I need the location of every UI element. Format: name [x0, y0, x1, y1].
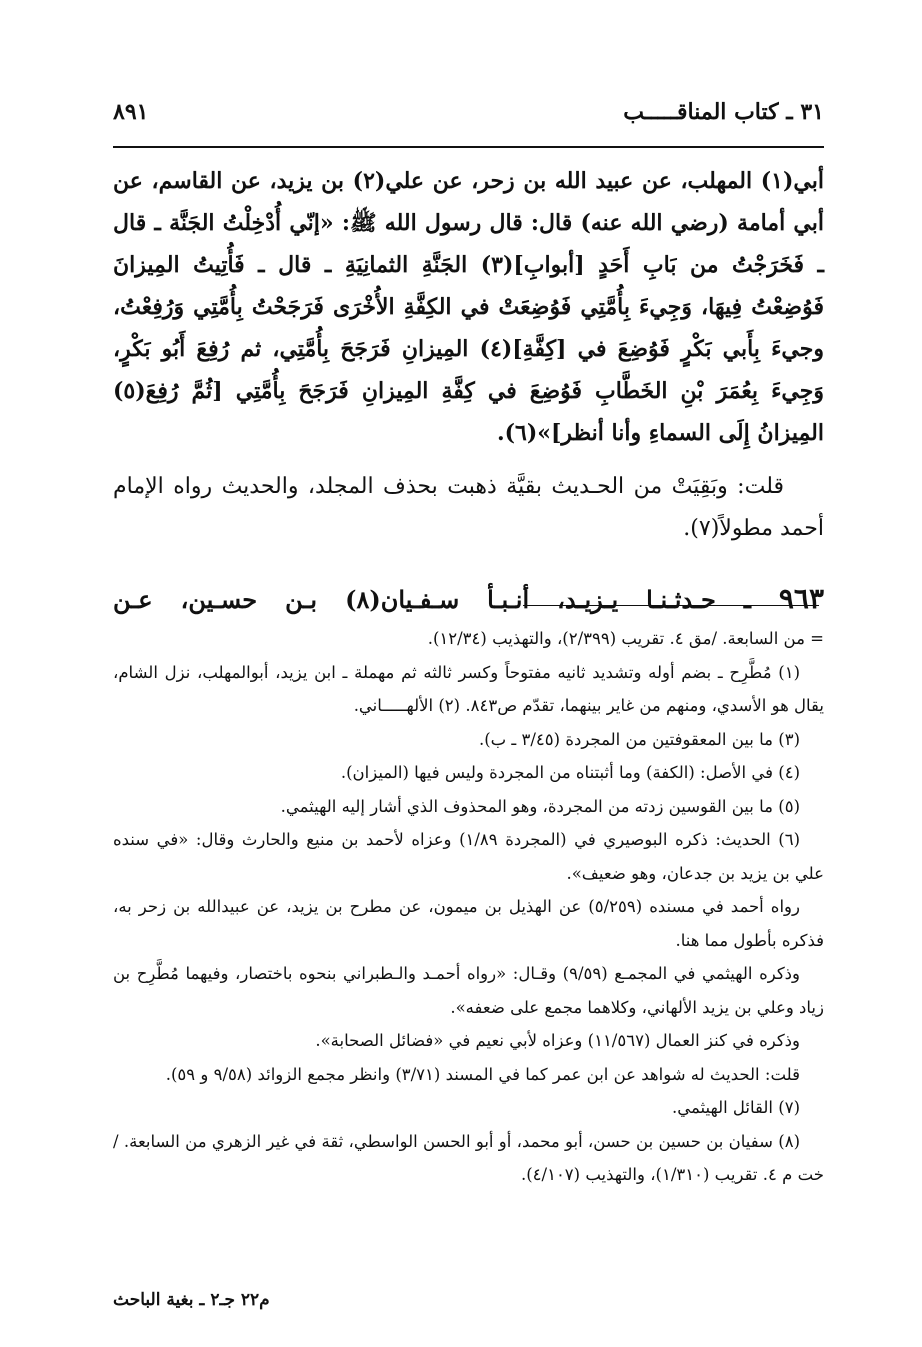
hadith-number: ٩٦٣	[778, 582, 824, 615]
main-text	[113, 160, 824, 621]
hadith-text-paragraph: أبي(١) المهلب، عن عبيد الله بن زحر، عن علي(٢) بن يزيد، عن القاسم، عن أبي أمامة (رضي الله عنه) قال: قال رسول الله ﷺ: «إنّي أُدْخِلْتُ الجَنَّة ـ قال ـ فَخَرَجْتُ من بَابِ أَحَدٍ [أبوابِ](٣) الجَنَّةِ الثمانِيَةِ ـ قال ـ فَأُتِيتُ المِيزانَ فَوُضِعْتُ فِيهَا، وَجِيءَ بِأُمَّتِي فَوُضِعَتْ في الكِفَّةِ الأُخْرَى فَرَجَحْتُ بِأُمَّتِي وَرُفِعْتُ، وجيءَ بِأَبي بَكْرٍ فَوُضِعَ في [كِفَّةِ](٤) المِيزانِ فَرَجَحَ بِأُمَّتِي، ثم رُفِعَ أَبُو بَكْرٍ، وَجِيءَ بِعُمَرَ بْنِ الخَطَّابِ فَوُضِعَ في كِفَّةِ المِيزانِ فَرَجَحَ بِأُمَّتِي [ثُمَّ رُفِعَ(٥) المِيزانُ إِلَى السماءِ وأنا أنظر]»(٦).	[113, 168, 825, 446]
footnote-line: (٨) سفيان بن حسين بن حسن، أبو محمد، أو أبو الحسن الواسطي، ثقة في غير الزهري من السابعة. /خت م ٤. تقريب (١/٣١٠)، والتهذيب (٤/١٠٧).	[113, 1131, 824, 1184]
header-divider	[113, 146, 824, 148]
page-header	[113, 92, 824, 132]
footnote-line: (٤) في الأصل: (الكفة) وما أثبتناه من المجردة وليس فيها (الميزان).	[340, 763, 800, 782]
footnote-line: (١) مُطَّرِح ـ بضم أوله وتشديد ثانيه مفتوحاً وكسر ثالثه ثم مهملة ـ ابن يزيد، أبوالمهلب، نزل الشام، يقال هو الأسدي، ومنهم من غاير بينهما، تقدّم ص٨٤٣. (٢) الألهـــــاني.	[113, 662, 824, 715]
chapter-title: ٣١ ـ كتاب المناقـــــب	[623, 99, 824, 125]
footnote-line: وذكره الهيثمي في المجمـع (٩/٥٩) وقـال: «رواه أحمـد والـطبراني بنحوه باختصار، وفيهما مُطَّرِح بن زياد وعلي بن يزيد الألهاني، وكلاهما مجمع على ضعفه».	[113, 964, 824, 1017]
footnote-line: قلت: الحديث له شواهد عن ابن عمر كما في المسند (٣/٧١) وانظر مجمع الزوائد (٩/٥٨ و ٥٩).	[165, 1064, 800, 1084]
footnote-line: رواه أحمد في مسنده (٥/٢٥٩) عن الهذيل بن ميمون، عن مطرح بن يزيد، عن عبيدالله بن زحر به، فذكره بأطول مما هنا.	[113, 897, 824, 950]
footnote-divider	[523, 605, 819, 606]
hadith-chain-start: ـ حـدثـنـا يـزيـد، أنـبـأ سـفـيان(٨) بـن حسـين، عـن	[113, 585, 751, 614]
footnote-line: وذكره في كنز العمال (١١/٥٦٧) وعزاه لأبي نعيم في «فضائل الصحابة».	[315, 1031, 800, 1050]
author-comment-paragraph: قلت: وبَقِيَتْ من الحـديث بقيَّة ذهبت بحذف المجلد، والحديث رواه الإمام أحمد مطولاً(٧).	[113, 474, 824, 541]
footnote-line: = من السابعة. /مق ٤. تقريب (٢/٣٩٩)، والتهذيب (١٢/٣٤).	[427, 629, 824, 648]
footnote-line: (٥) ما بين القوسين زدته من المجردة، وهو المحذوف الذي أشار إليه الهيثمي.	[280, 796, 800, 816]
footnote-line: (٦) الحديث: ذكره البوصيري في (المجردة ١/٨٩) وعزاه لأحمد بن منيع والحارث وقال: «في سنده علي بن يزيد بن جدعان، وهو ضعيف».	[113, 830, 824, 883]
page-number: ٨٩١	[113, 99, 149, 125]
footnote-line: (٣) ما بين المعقوفتين من المجردة (٣/٤٥ ـ ب).	[478, 729, 800, 749]
next-hadith-line	[113, 578, 824, 621]
footnotes	[113, 622, 824, 1192]
footnote-line: (٧) القائل الهيثمي.	[671, 1098, 800, 1117]
page-footer-signature: م٢٢ جـ٢ ـ بغية الباحث	[113, 1290, 270, 1310]
